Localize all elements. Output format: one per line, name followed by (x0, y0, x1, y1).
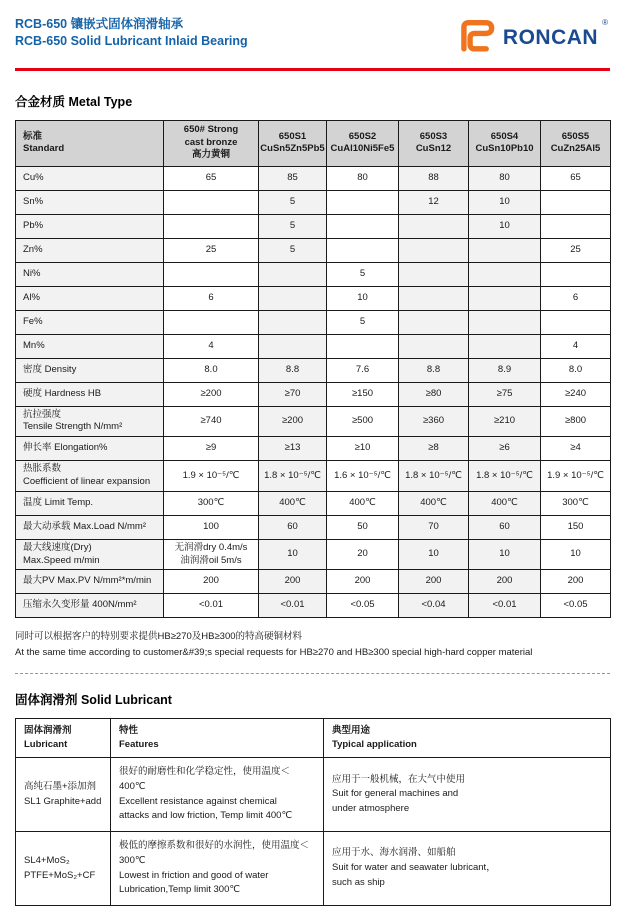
value-cell (541, 190, 611, 214)
table-row (16, 238, 611, 262)
column-header: 固体润滑剂 Lubricant (16, 718, 111, 758)
row-label: 密度 Density (16, 358, 164, 382)
table-row (16, 310, 611, 334)
value-cell (164, 214, 259, 238)
row-label: Ni% (16, 262, 164, 286)
value-cell: 5 (259, 238, 327, 262)
value-cell: ≥210 (469, 406, 541, 437)
value-cell: 1.8 × 10⁻⁵/℃ (469, 461, 541, 492)
value-cell: 10 (259, 539, 327, 570)
row-label: 压缩永久变形量 400N/mm² (16, 594, 164, 618)
note-zh: 同时可以根据客户的特别要求提供HB≥270及HB≥300的特高硬铜材料 (15, 631, 303, 643)
value-cell: 1.6 × 10⁻⁵/℃ (327, 461, 399, 492)
value-cell: <0.01 (164, 594, 259, 618)
table-row (16, 437, 611, 461)
lubricant-table-header-row (16, 718, 611, 758)
value-cell (469, 310, 541, 334)
value-cell: 200 (469, 570, 541, 594)
value-cell (327, 214, 399, 238)
metal-table-header-row (16, 120, 611, 166)
value-cell: 200 (164, 570, 259, 594)
value-cell: 8.8 (259, 358, 327, 382)
value-cell: 4 (541, 334, 611, 358)
value-cell: 8.0 (541, 358, 611, 382)
row-label: 温度 Limit Temp. (16, 491, 164, 515)
row-label: Mn% (16, 334, 164, 358)
table-row (16, 334, 611, 358)
value-cell (469, 334, 541, 358)
value-cell: 20 (327, 539, 399, 570)
table-row (16, 262, 611, 286)
table-row (16, 461, 611, 492)
value-cell (259, 310, 327, 334)
value-cell: ≥740 (164, 406, 259, 437)
value-cell: ≥200 (164, 382, 259, 406)
value-cell: ≥13 (259, 437, 327, 461)
value-cell: ≥150 (327, 382, 399, 406)
value-cell (541, 310, 611, 334)
value-cell: 400℃ (259, 491, 327, 515)
row-label: Fe% (16, 310, 164, 334)
value-cell: ≥80 (399, 382, 469, 406)
value-cell: 25 (541, 238, 611, 262)
value-cell: 400℃ (469, 491, 541, 515)
page-title-zh: RCB-650 镶嵌式固体润滑轴承 (15, 17, 184, 31)
row-label: 硬度 Hardness HB (16, 382, 164, 406)
value-cell (164, 190, 259, 214)
page-title-en: RCB-650 Solid Lubricant Inlaid Bearing (15, 33, 248, 48)
column-header: 典型用途 Typical application (324, 718, 611, 758)
value-cell: 70 (399, 515, 469, 539)
value-cell: 150 (541, 515, 611, 539)
value-cell: <0.05 (327, 594, 399, 618)
value-cell: 10 (469, 190, 541, 214)
table-row (16, 358, 611, 382)
table-row (16, 190, 611, 214)
value-cell: 10 (327, 286, 399, 310)
value-cell (164, 310, 259, 334)
value-cell: <0.04 (399, 594, 469, 618)
value-cell: ≥800 (541, 406, 611, 437)
value-cell: 5 (327, 262, 399, 286)
value-cell: 80 (469, 166, 541, 190)
value-cell: 1.9 × 10⁻⁵/℃ (164, 461, 259, 492)
value-cell (469, 286, 541, 310)
table-row (16, 515, 611, 539)
value-cell: 6 (541, 286, 611, 310)
value-cell: 无润滑dry 0.4m/s 油润滑oil 5m/s (164, 539, 259, 570)
value-cell: 4 (164, 334, 259, 358)
value-cell: 60 (469, 515, 541, 539)
value-cell (469, 238, 541, 262)
value-cell: ≥4 (541, 437, 611, 461)
row-label: 伸长率 Elongation% (16, 437, 164, 461)
value-cell: ≥8 (399, 437, 469, 461)
table-row (16, 214, 611, 238)
value-cell (259, 334, 327, 358)
value-cell: 10 (399, 539, 469, 570)
value-cell: 1.8 × 10⁻⁵/℃ (399, 461, 469, 492)
value-cell: 6 (164, 286, 259, 310)
column-header: 650S4 CuSn10Pb10 (469, 120, 541, 166)
column-header: 标准 Standard (16, 120, 164, 166)
table-row (16, 594, 611, 618)
lubricant-name-cell: SL4+MoS₂ PTFE+MoS₂+CF (16, 832, 111, 906)
value-cell (399, 286, 469, 310)
value-cell: 300℃ (164, 491, 259, 515)
value-cell (469, 262, 541, 286)
value-cell (399, 334, 469, 358)
table-row (16, 491, 611, 515)
value-cell: 12 (399, 190, 469, 214)
row-label: 最大线速度(Dry) Max.Speed m/min (16, 539, 164, 570)
note-text (15, 629, 610, 659)
row-label: 抗拉强度 Tensile Strength N/mm² (16, 406, 164, 437)
value-cell (164, 262, 259, 286)
value-cell: 10 (469, 539, 541, 570)
value-cell: <0.01 (469, 594, 541, 618)
value-cell: ≥200 (259, 406, 327, 437)
brand-logo (457, 17, 608, 58)
value-cell: 65 (164, 166, 259, 190)
column-header: 650S2 CuAl10Ni5Fe5 (327, 120, 399, 166)
row-label: Pb% (16, 214, 164, 238)
value-cell: <0.01 (259, 594, 327, 618)
value-cell: ≥360 (399, 406, 469, 437)
value-cell: 10 (541, 539, 611, 570)
value-cell (541, 214, 611, 238)
description-cell: 很好的耐磨性和化学稳定性，使用温度＜400℃ Excellent resistance against chemical attacks and low friction, Temp limit 400℃ (111, 758, 324, 832)
metal-type-table (15, 120, 611, 619)
note-en: At the same time according to customer&#39;s special requests for HB≥270 and HB≥300 special high-hard copper material (15, 646, 533, 658)
section-divider (15, 673, 610, 674)
table-row (16, 832, 611, 906)
value-cell: 5 (259, 190, 327, 214)
table-row (16, 406, 611, 437)
row-label: Cu% (16, 166, 164, 190)
table-row (16, 166, 611, 190)
description-cell: 应用于一般机械，在大气中使用 Suit for general machines and under atmosphere (324, 758, 611, 832)
value-cell: ≥10 (327, 437, 399, 461)
value-cell: 200 (259, 570, 327, 594)
registered-mark: ® (602, 18, 608, 27)
value-cell (399, 238, 469, 262)
value-cell (327, 238, 399, 262)
value-cell: 8.8 (399, 358, 469, 382)
value-cell: 200 (399, 570, 469, 594)
description-cell: 极低的摩擦系数和很好的水润性，使用温度＜300℃ Lowest in friction and good of water Lubrication,Temp limit 300℃ (111, 832, 324, 906)
table-row (16, 570, 611, 594)
value-cell: 60 (259, 515, 327, 539)
value-cell: 400℃ (327, 491, 399, 515)
value-cell: 85 (259, 166, 327, 190)
row-label: Zn% (16, 238, 164, 262)
value-cell (327, 334, 399, 358)
description-cell: 应用于水、海水润滑、如船舶 Suit for water and seawater lubricant， such as ship (324, 832, 611, 906)
value-cell: 88 (399, 166, 469, 190)
value-cell: 5 (327, 310, 399, 334)
value-cell: 8.9 (469, 358, 541, 382)
column-header: 650S3 CuSn12 (399, 120, 469, 166)
roncan-logo-icon (457, 17, 497, 58)
table-row (16, 539, 611, 570)
solid-lubricant-table (15, 718, 611, 906)
value-cell: 1.8 × 10⁻⁵/℃ (259, 461, 327, 492)
header-divider (15, 68, 610, 71)
value-cell: 10 (469, 214, 541, 238)
value-cell (399, 310, 469, 334)
section-title-solid-lubricant: 固体润滑剂 Solid Lubricant (15, 692, 172, 707)
title-block (15, 16, 248, 50)
value-cell: 200 (541, 570, 611, 594)
row-label: 最大PV Max.PV N/mm²*m/min (16, 570, 164, 594)
value-cell: 25 (164, 238, 259, 262)
value-cell: 50 (327, 515, 399, 539)
page-header (15, 16, 610, 58)
table-row (16, 286, 611, 310)
column-header: 特性 Features (111, 718, 324, 758)
value-cell (259, 286, 327, 310)
value-cell: 5 (259, 214, 327, 238)
value-cell: ≥240 (541, 382, 611, 406)
value-cell: 65 (541, 166, 611, 190)
row-label: Sn% (16, 190, 164, 214)
value-cell (399, 214, 469, 238)
column-header: 650S1 CuSn5Zn5Pb5 (259, 120, 327, 166)
value-cell: ≥9 (164, 437, 259, 461)
value-cell: ≥6 (469, 437, 541, 461)
table-row (16, 382, 611, 406)
value-cell: <0.05 (541, 594, 611, 618)
value-cell (541, 262, 611, 286)
row-label: Al% (16, 286, 164, 310)
row-label: 热胀系数 Coefficient of linear expansion (16, 461, 164, 492)
table-row (16, 758, 611, 832)
value-cell: ≥70 (259, 382, 327, 406)
value-cell: 80 (327, 166, 399, 190)
value-cell (259, 262, 327, 286)
value-cell (399, 262, 469, 286)
value-cell: 8.0 (164, 358, 259, 382)
lubricant-name-cell: 高纯石墨+添加剂 SL1 Graphite+add (16, 758, 111, 832)
section-title-metal-type: 合金材质 Metal Type (15, 94, 133, 109)
value-cell (327, 190, 399, 214)
value-cell: ≥500 (327, 406, 399, 437)
row-label: 最大动承载 Max.Load N/mm² (16, 515, 164, 539)
value-cell: 7.6 (327, 358, 399, 382)
value-cell: ≥75 (469, 382, 541, 406)
value-cell: 100 (164, 515, 259, 539)
column-header: 650# Strong cast bronze 高力黄铜 (164, 120, 259, 166)
value-cell: 300℃ (541, 491, 611, 515)
value-cell: 1.9 × 10⁻⁵/℃ (541, 461, 611, 492)
column-header: 650S5 CuZn25Al5 (541, 120, 611, 166)
value-cell: 200 (327, 570, 399, 594)
brand-name: RONCAN (502, 26, 599, 49)
value-cell: 400℃ (399, 491, 469, 515)
